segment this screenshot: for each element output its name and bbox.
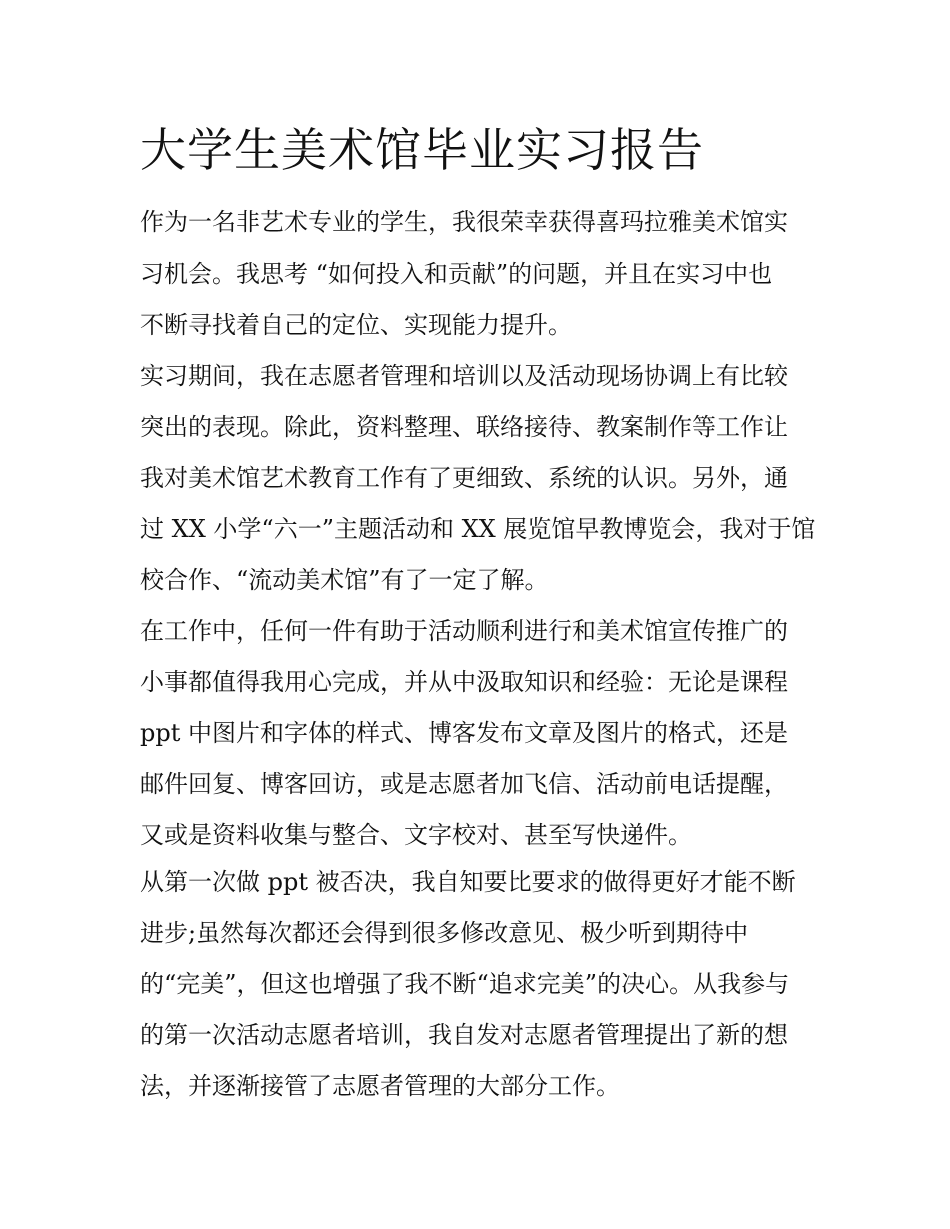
body-line: 又或是资料收集与整合、文字校对、甚至写快递件。	[140, 821, 692, 849]
body-line: 小事都值得我用心完成，并从中汲取知识和经验：无论是课程	[140, 668, 788, 696]
body-line: 法，并逐渐接管了志愿者管理的大部分工作。	[140, 1072, 620, 1100]
body-line: 邮件回复、博客回访，或是志愿者加飞信、活动前电话提醒，	[140, 770, 788, 798]
body-line: 的第一次活动志愿者培训，我自发对志愿者管理提出了新的想	[140, 1021, 788, 1049]
body-line: 过 XX 小学“六一”主题活动和 XX 展览馆早教博览会，我对于馆	[140, 515, 816, 543]
body-line: 习机会。我思考 “如何投入和贡献”的问题，并且在实习中也	[140, 260, 773, 288]
body-line: 进步;虽然每次都还会得到很多修改意见、极少听到期待中	[140, 919, 749, 947]
body-line: 我对美术馆艺术教育工作有了更细致、系统的认识。另外，通	[140, 464, 788, 492]
body-line: 作为一名非艺术专业的学生，我很荣幸获得喜玛拉雅美术馆实	[140, 208, 788, 236]
body-line: ppt 中图片和字体的样式、博客发布文章及图片的格式，还是	[140, 719, 788, 747]
body-line: 从第一次做 ppt 被否决，我自知要比要求的做得更好才能不断	[140, 868, 796, 896]
body-line: 突出的表现。除此，资料整理、联络接待、教案制作等工作让	[140, 413, 788, 441]
document-title: 大学生美术馆毕业实习报告	[140, 123, 704, 177]
body-line: 的“完美”，但这也增强了我不断“追求完美”的决心。从我参与	[140, 970, 790, 998]
body-line: 校合作、“流动美术馆”有了一定了解。	[140, 566, 549, 594]
body-line: 在工作中，任何一件有助于活动顺利进行和美术馆宣传推广的	[140, 617, 788, 645]
body-line: 实习期间，我在志愿者管理和培训以及活动现场协调上有比较	[140, 362, 788, 390]
body-line: 不断寻找着自己的定位、实现能力提升。	[140, 311, 572, 339]
